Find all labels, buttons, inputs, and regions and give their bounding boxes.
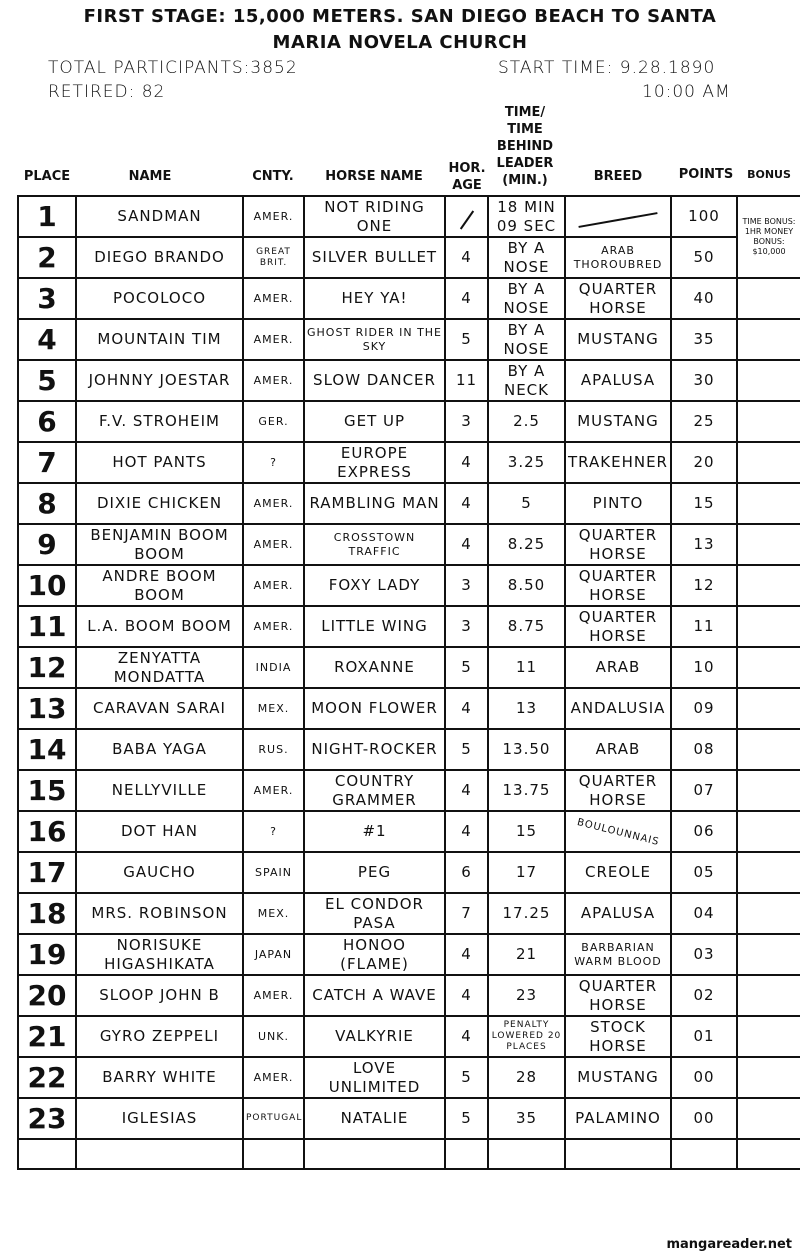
country-cell: INDIA [243, 647, 304, 688]
breed-cell: TRAKEHNER [565, 442, 671, 483]
empty-cell [671, 1139, 737, 1169]
name-cell: CARAVAN SARAI [76, 688, 243, 729]
horse-name-cell: SILVER BULLET [304, 237, 445, 278]
points-cell: 40 [671, 278, 737, 319]
name-cell: DOT HAN [76, 811, 243, 852]
retired-count: RETIRED: 82 [48, 82, 166, 102]
time-cell: 18 MIN 09 SEC [488, 196, 565, 237]
breed-cell: APALUSA [565, 360, 671, 401]
country-cell: AMER. [243, 606, 304, 647]
breed-cell: ANDALUSIA [565, 688, 671, 729]
breed-cell: BARBARIAN WARM BLOOD [565, 934, 671, 975]
place-cell: 16 [18, 811, 76, 852]
table-row [18, 811, 800, 852]
age-cell [445, 196, 488, 237]
points-cell: 10 [671, 647, 737, 688]
breed-cell: QUARTER HORSE [565, 565, 671, 606]
horse-name-cell: #1 [304, 811, 445, 852]
horse-name-cell: NOT RIDING ONE [304, 196, 445, 237]
country-cell: AMER. [243, 319, 304, 360]
name-cell: IGLESIAS [76, 1098, 243, 1139]
place-cell: 1 [18, 196, 76, 237]
country-cell: AMER. [243, 196, 304, 237]
place-cell: 20 [18, 975, 76, 1016]
name-cell: BARRY WHITE [76, 1057, 243, 1098]
place-cell: 12 [18, 647, 76, 688]
breed-cell: CREOLE [565, 852, 671, 893]
breed-cell: MUSTANG [565, 1057, 671, 1098]
place-cell: 5 [18, 360, 76, 401]
time-cell: 23 [488, 975, 565, 1016]
empty-cell [304, 1139, 445, 1169]
bonus-cell [737, 1098, 800, 1139]
header-horse-name: HORSE NAME [325, 169, 423, 184]
breed-cell: BOULOUNNAIS [565, 811, 671, 852]
bonus-cell [737, 442, 800, 483]
country-cell: AMER. [243, 360, 304, 401]
time-cell: 13 [488, 688, 565, 729]
time-cell: 8.75 [488, 606, 565, 647]
empty-cell [737, 1139, 800, 1169]
time-cell: BY A NOSE [488, 278, 565, 319]
country-cell: MEX. [243, 893, 304, 934]
empty-cell [76, 1139, 243, 1169]
slash-mark [578, 212, 657, 228]
results-table [17, 195, 800, 1170]
breed-cell: MUSTANG [565, 401, 671, 442]
place-cell: 15 [18, 770, 76, 811]
country-cell: JAPAN [243, 934, 304, 975]
breed-cell: QUARTER HORSE [565, 770, 671, 811]
age-cell: 4 [445, 934, 488, 975]
bonus-cell [737, 196, 800, 278]
bonus-cell [737, 319, 800, 360]
bonus-cell [737, 975, 800, 1016]
age-cell: 4 [445, 442, 488, 483]
table-row [18, 442, 800, 483]
watermark: mangareader.net [666, 1237, 792, 1252]
horse-name-cell: SLOW DANCER [304, 360, 445, 401]
country-cell: AMER. [243, 278, 304, 319]
age-cell: 4 [445, 237, 488, 278]
header-time-line: BEHIND [496, 139, 554, 154]
points-cell: 00 [671, 1098, 737, 1139]
time-cell: 21 [488, 934, 565, 975]
bonus-cell [737, 729, 800, 770]
points-cell: 20 [671, 442, 737, 483]
age-cell: 5 [445, 647, 488, 688]
age-cell: 4 [445, 1016, 488, 1057]
time-cell: 5 [488, 483, 565, 524]
place-cell: 7 [18, 442, 76, 483]
points-cell: 13 [671, 524, 737, 565]
name-cell: SANDMAN [76, 196, 243, 237]
points-cell: 07 [671, 770, 737, 811]
time-cell: 11 [488, 647, 565, 688]
country-cell: ? [243, 811, 304, 852]
country-cell: GREAT BRIT. [243, 237, 304, 278]
name-cell: ANDRE BOOM BOOM [76, 565, 243, 606]
table-row [18, 934, 800, 975]
age-cell: 4 [445, 688, 488, 729]
table-row [18, 975, 800, 1016]
table-row-empty [18, 1139, 800, 1169]
age-cell: 5 [445, 1098, 488, 1139]
points-cell: 15 [671, 483, 737, 524]
name-cell: HOT PANTS [76, 442, 243, 483]
header-age: AGE [452, 178, 482, 193]
table-row [18, 770, 800, 811]
place-cell: 17 [18, 852, 76, 893]
name-cell: F.V. STROHEIM [76, 401, 243, 442]
bonus-cell [737, 483, 800, 524]
country-cell: AMER. [243, 975, 304, 1016]
table-row [18, 319, 800, 360]
points-cell: 12 [671, 565, 737, 606]
country-cell: AMER. [243, 483, 304, 524]
time-cell: 3.25 [488, 442, 565, 483]
header-time-line: TIME [507, 122, 543, 137]
empty-cell [488, 1139, 565, 1169]
name-cell: SLOOP JOHN B [76, 975, 243, 1016]
place-cell: 19 [18, 934, 76, 975]
table-row [18, 852, 800, 893]
table-row [18, 360, 800, 401]
horse-name-cell: NATALIE [304, 1098, 445, 1139]
bonus-cell [737, 688, 800, 729]
bonus-cell [737, 770, 800, 811]
empty-cell [18, 1139, 76, 1169]
country-cell: MEX. [243, 688, 304, 729]
horse-name-cell: CATCH A WAVE [304, 975, 445, 1016]
age-cell: 5 [445, 1057, 488, 1098]
header-country: CNTY. [252, 169, 294, 184]
horse-name-cell: HEY YA! [304, 278, 445, 319]
empty-cell [445, 1139, 488, 1169]
table-row [18, 893, 800, 934]
time-cell: 17 [488, 852, 565, 893]
breed-cell: MUSTANG [565, 319, 671, 360]
breed-cell: STOCK HORSE [565, 1016, 671, 1057]
name-cell: MOUNTAIN TIM [76, 319, 243, 360]
header-time-line: (MIN.) [502, 173, 548, 188]
place-cell: 8 [18, 483, 76, 524]
time-cell: 15 [488, 811, 565, 852]
time-cell: PENALTY LOWERED 20 PLACES [488, 1016, 565, 1057]
age-cell: 5 [445, 319, 488, 360]
horse-name-cell: EL CONDOR PASA [304, 893, 445, 934]
breed-cell: APALUSA [565, 893, 671, 934]
place-cell: 21 [18, 1016, 76, 1057]
header-points: POINTS [678, 167, 734, 182]
place-cell: 23 [18, 1098, 76, 1139]
header-place: PLACE [23, 169, 71, 184]
bonus-cell [737, 852, 800, 893]
header-name: NAME [128, 169, 172, 184]
bonus-cell [737, 278, 800, 319]
points-cell: 01 [671, 1016, 737, 1057]
name-cell: GYRO ZEPPELI [76, 1016, 243, 1057]
age-cell: 4 [445, 770, 488, 811]
place-cell: 18 [18, 893, 76, 934]
name-cell: BABA YAGA [76, 729, 243, 770]
place-cell: 11 [18, 606, 76, 647]
name-cell: JOHNNY JOESTAR [76, 360, 243, 401]
name-cell: DIXIE CHICKEN [76, 483, 243, 524]
bonus-cell [737, 524, 800, 565]
place-cell: 9 [18, 524, 76, 565]
horse-name-cell: HONOO (FLAME) [304, 934, 445, 975]
header-breed: BREED [593, 169, 643, 184]
breed-cell: ARAB [565, 647, 671, 688]
header-bonus: BONUS [747, 168, 791, 181]
bonus-cell [737, 565, 800, 606]
place-cell: 10 [18, 565, 76, 606]
place-cell: 22 [18, 1057, 76, 1098]
breed-cell: QUARTER HORSE [565, 975, 671, 1016]
age-cell: 3 [445, 606, 488, 647]
country-cell: SPAIN [243, 852, 304, 893]
points-cell: 30 [671, 360, 737, 401]
country-cell: AMER. [243, 1057, 304, 1098]
horse-name-cell: VALKYRIE [304, 1016, 445, 1057]
horse-name-cell: LITTLE WING [304, 606, 445, 647]
header-time [488, 104, 562, 189]
age-cell: 4 [445, 811, 488, 852]
breed-cell: QUARTER HORSE [565, 278, 671, 319]
name-cell: NORISUKE HIGASHIKATA [76, 934, 243, 975]
name-cell: NELLYVILLE [76, 770, 243, 811]
time-cell: BY A NECK [488, 360, 565, 401]
bonus-cell [737, 934, 800, 975]
time-cell: BY A NOSE [488, 237, 565, 278]
table-row [18, 278, 800, 319]
breed-cell [565, 196, 671, 237]
age-cell: 4 [445, 278, 488, 319]
time-cell: BY A NOSE [488, 319, 565, 360]
horse-name-cell: ROXANNE [304, 647, 445, 688]
bonus-text: TIME BONUS: 1HR MONEY BONUS: $10,000 [742, 217, 796, 256]
time-cell: 35 [488, 1098, 565, 1139]
start-time: START TIME: 9.28.1890 [498, 58, 716, 78]
breed-cell: ARAB THOROUBRED [565, 237, 671, 278]
country-cell: UNK. [243, 1016, 304, 1057]
time-cell: 13.75 [488, 770, 565, 811]
name-cell: POCOLOCO [76, 278, 243, 319]
time-cell: 8.50 [488, 565, 565, 606]
table-row [18, 606, 800, 647]
page-title-line-1: FIRST STAGE: 15,000 METERS. SAN DIEGO BEACH TO SANTA [83, 6, 717, 27]
bonus-cell [737, 893, 800, 934]
horse-name-cell: PEG [304, 852, 445, 893]
points-cell: 03 [671, 934, 737, 975]
points-cell: 02 [671, 975, 737, 1016]
table-row [18, 1016, 800, 1057]
total-participants: TOTAL PARTICIPANTS:3852 [48, 58, 298, 78]
points-cell: 00 [671, 1057, 737, 1098]
bonus-cell [737, 647, 800, 688]
horse-name-cell: FOXY LADY [304, 565, 445, 606]
empty-cell [243, 1139, 304, 1169]
place-cell: 2 [18, 237, 76, 278]
horse-name-cell: EUROPE EXPRESS [304, 442, 445, 483]
start-hour: 10:00 AM [642, 82, 731, 102]
country-cell: GER. [243, 401, 304, 442]
age-cell: 4 [445, 483, 488, 524]
points-cell: 04 [671, 893, 737, 934]
table-row [18, 483, 800, 524]
table-row [18, 524, 800, 565]
header-time-line: LEADER [496, 156, 554, 171]
points-cell: 06 [671, 811, 737, 852]
results-body [18, 196, 800, 1169]
age-cell: 4 [445, 524, 488, 565]
horse-name-cell: NIGHT-ROCKER [304, 729, 445, 770]
points-cell: 35 [671, 319, 737, 360]
country-cell: RUS. [243, 729, 304, 770]
points-cell: 25 [671, 401, 737, 442]
horse-name-cell: GHOST RIDER IN THE SKY [304, 319, 445, 360]
points-cell: 50 [671, 237, 737, 278]
table-row [18, 196, 800, 237]
time-cell: 13.50 [488, 729, 565, 770]
country-cell: AMER. [243, 770, 304, 811]
points-cell: 09 [671, 688, 737, 729]
bonus-cell [737, 401, 800, 442]
place-cell: 3 [18, 278, 76, 319]
place-cell: 4 [18, 319, 76, 360]
table-row [18, 237, 800, 278]
name-cell: DIEGO BRANDO [76, 237, 243, 278]
horse-name-cell: LOVE UNLIMITED [304, 1057, 445, 1098]
country-cell: PORTUGAL [243, 1098, 304, 1139]
country-cell: AMER. [243, 565, 304, 606]
bonus-cell [737, 1057, 800, 1098]
horse-name-cell: GET UP [304, 401, 445, 442]
age-cell: 11 [445, 360, 488, 401]
bonus-cell [737, 360, 800, 401]
horse-name-cell: RAMBLING MAN [304, 483, 445, 524]
time-cell: 28 [488, 1057, 565, 1098]
points-cell: 08 [671, 729, 737, 770]
breed-cell: PALAMINO [565, 1098, 671, 1139]
breed-cell: QUARTER HORSE [565, 524, 671, 565]
table-row [18, 401, 800, 442]
empty-cell [565, 1139, 671, 1169]
bonus-cell [737, 1016, 800, 1057]
points-cell: 100 [671, 196, 737, 237]
time-cell: 8.25 [488, 524, 565, 565]
place-cell: 14 [18, 729, 76, 770]
name-cell: L.A. BOOM BOOM [76, 606, 243, 647]
page-title-line-2: MARIA NOVELA CHURCH [272, 32, 528, 53]
breed-cell: PINTO [565, 483, 671, 524]
age-cell: 6 [445, 852, 488, 893]
place-cell: 6 [18, 401, 76, 442]
table-row [18, 565, 800, 606]
header-hor: HOR. [448, 161, 486, 176]
slash-mark [459, 210, 473, 229]
breed-cell: QUARTER HORSE [565, 606, 671, 647]
age-cell: 7 [445, 893, 488, 934]
table-row [18, 647, 800, 688]
time-cell: 17.25 [488, 893, 565, 934]
table-row [18, 1098, 800, 1139]
name-cell: MRS. ROBINSON [76, 893, 243, 934]
horse-name-cell: COUNTRY GRAMMER [304, 770, 445, 811]
country-cell: AMER. [243, 524, 304, 565]
name-cell: ZENYATTA MONDATTA [76, 647, 243, 688]
age-cell: 4 [445, 975, 488, 1016]
table-row [18, 1057, 800, 1098]
age-cell: 5 [445, 729, 488, 770]
horse-name-cell: CROSSTOWN TRAFFIC [304, 524, 445, 565]
table-row [18, 729, 800, 770]
header-time-line: TIME/ [504, 105, 546, 120]
bonus-cell [737, 606, 800, 647]
time-cell: 2.5 [488, 401, 565, 442]
age-cell: 3 [445, 565, 488, 606]
points-cell: 05 [671, 852, 737, 893]
name-cell: GAUCHO [76, 852, 243, 893]
breed-cell: ARAB [565, 729, 671, 770]
country-cell: ? [243, 442, 304, 483]
table-row [18, 688, 800, 729]
points-cell: 11 [671, 606, 737, 647]
age-cell: 3 [445, 401, 488, 442]
name-cell: BENJAMIN BOOM BOOM [76, 524, 243, 565]
place-cell: 13 [18, 688, 76, 729]
bonus-cell [737, 811, 800, 852]
horse-name-cell: MOON FLOWER [304, 688, 445, 729]
